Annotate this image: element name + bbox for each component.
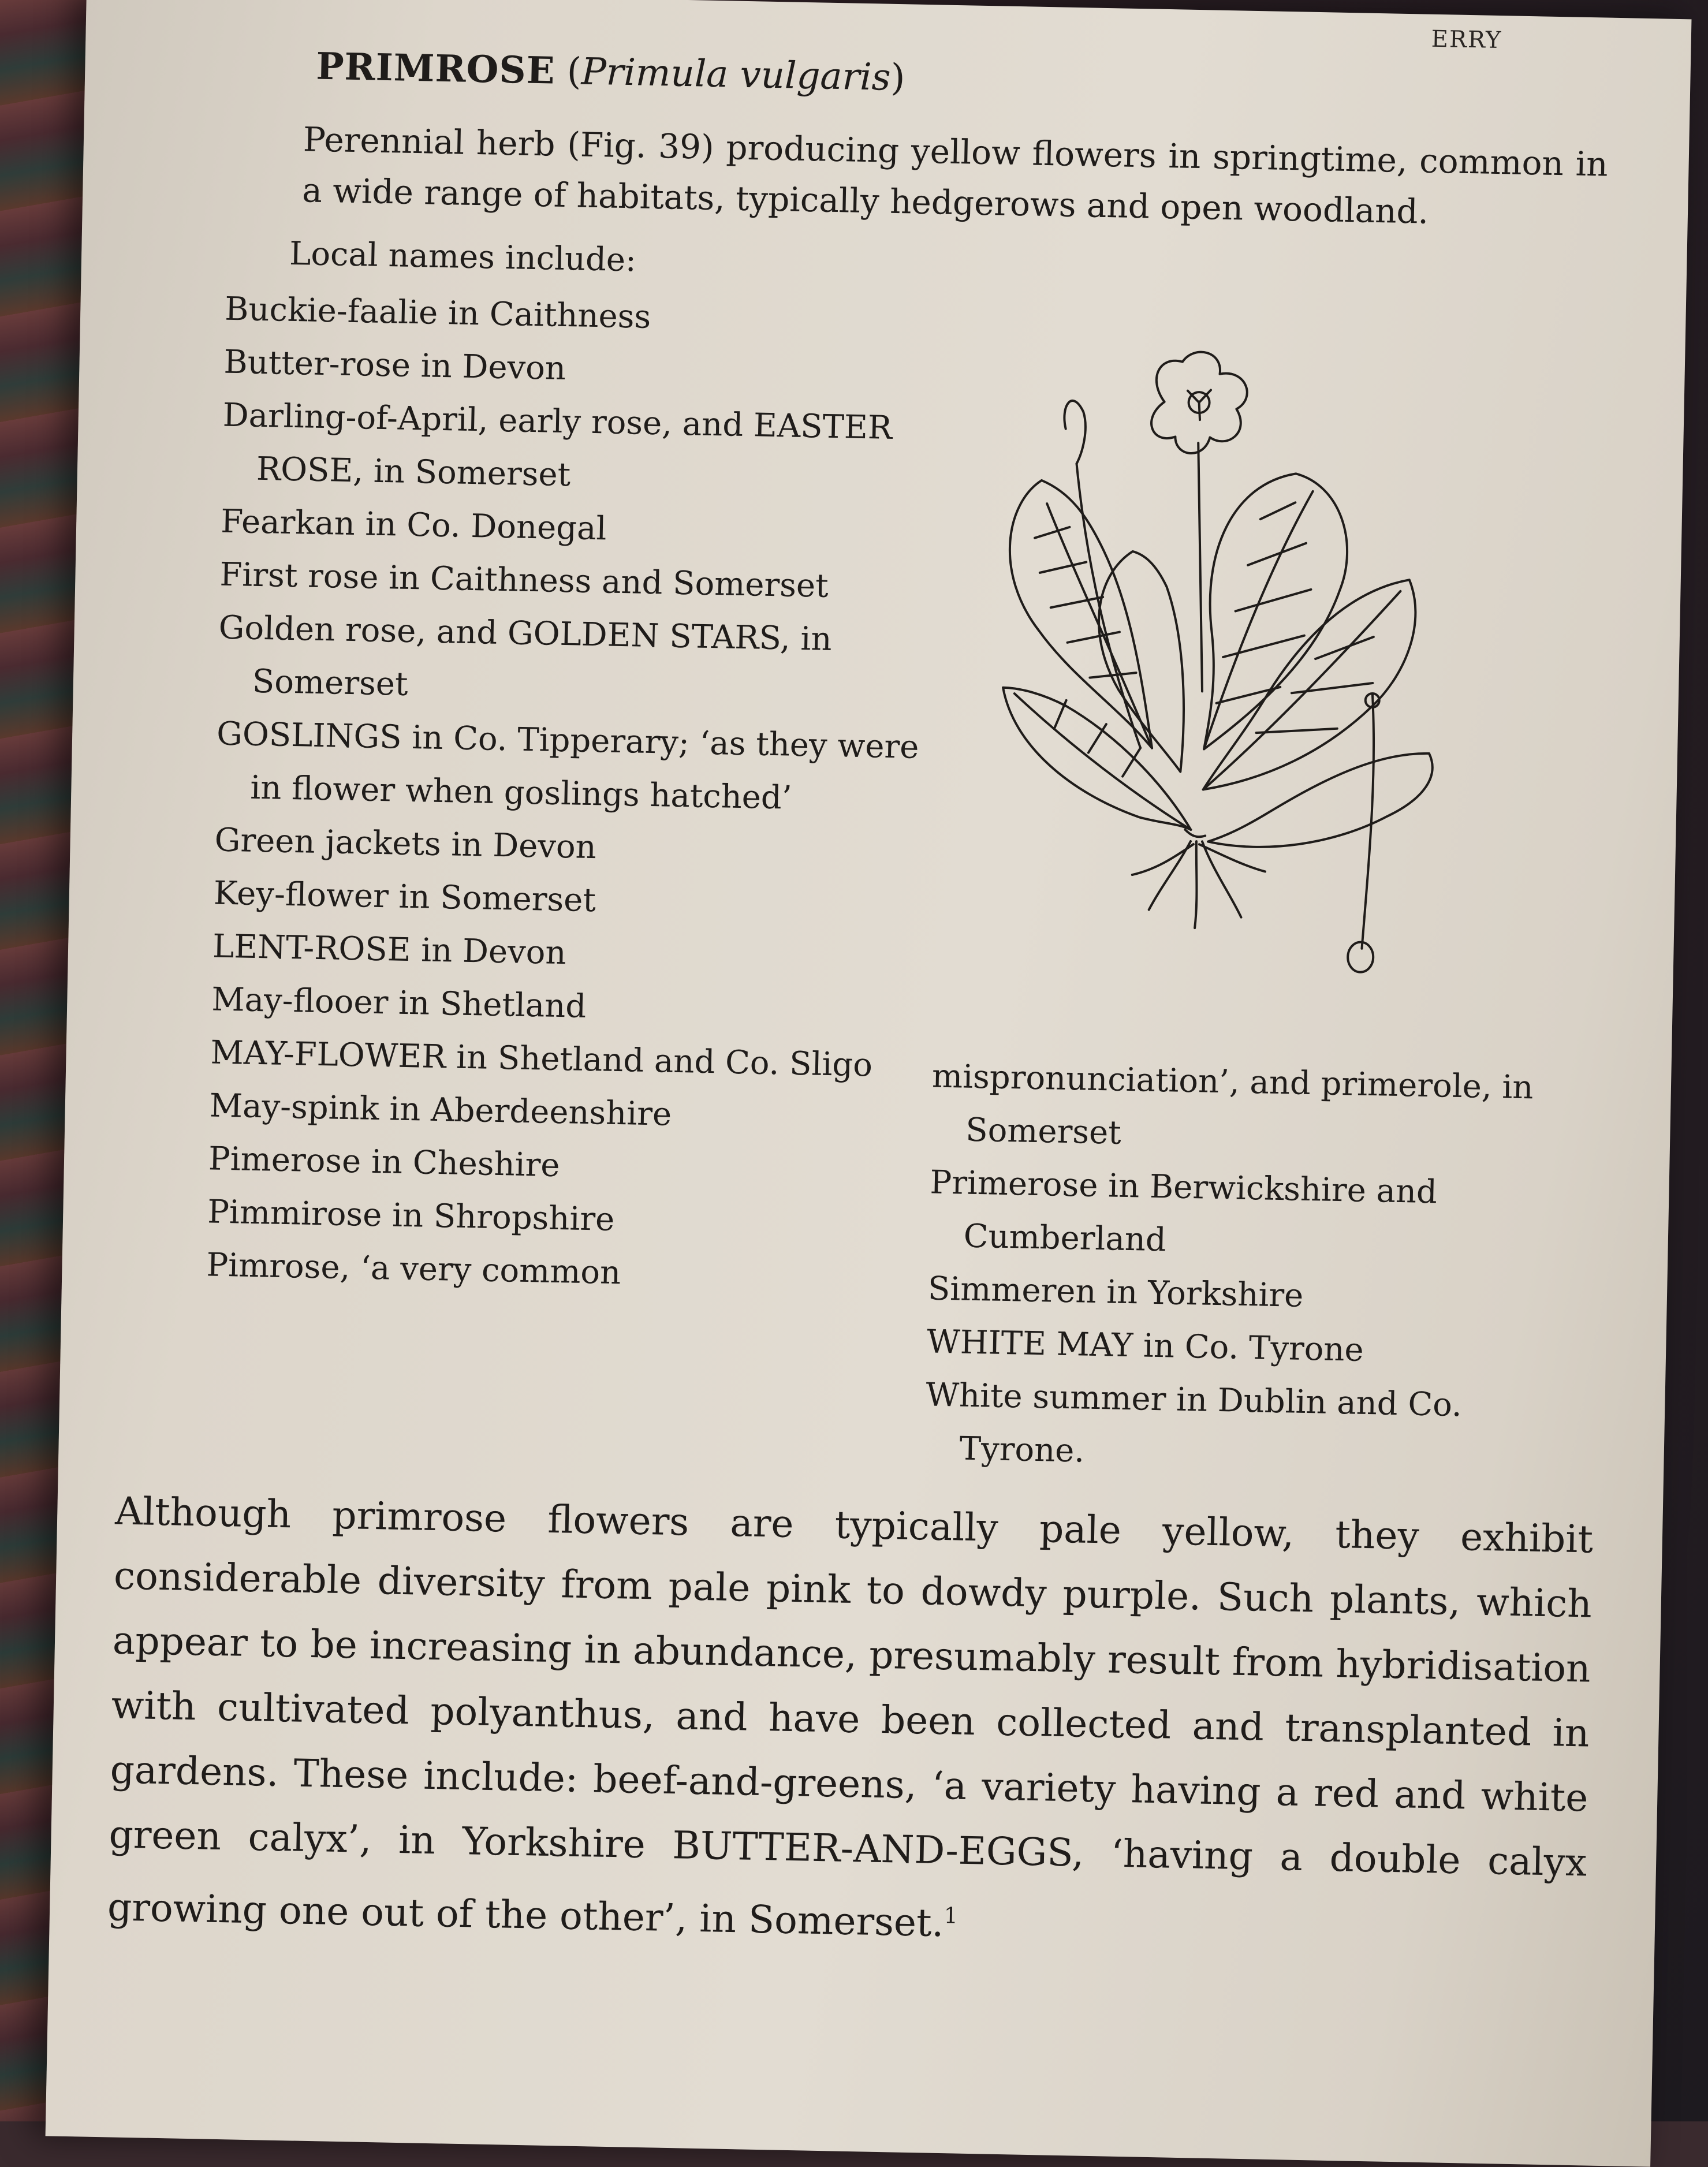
local-name-item: Simmeren in Yorkshire — [927, 1270, 1304, 1315]
local-name-item: May-spink in Aberdeenshire — [209, 1087, 672, 1133]
entry-latin-name: Primula vulgaris — [581, 50, 892, 99]
book-page — [46, 0, 1692, 2167]
entry-title — [316, 45, 905, 100]
local-name-item: First rose in Caithness and Somerset — [219, 555, 829, 605]
local-name-item: Butter-rose in Devon — [223, 343, 566, 388]
local-names-label: Local names include: — [289, 234, 637, 279]
local-name-item: Green jackets in Devon — [214, 821, 597, 867]
local-name-item: mispronunciation’, and primerole, in Somerset — [931, 1057, 1534, 1152]
title-open-paren: ( — [566, 50, 582, 94]
footnote-marker: 1 — [943, 1903, 959, 1929]
local-name-item: GOSLINGS in Co. Tipperary; ‘as they were in flower when goslings hatched’ — [216, 715, 920, 817]
title-close-paren: ) — [890, 56, 906, 100]
local-name-item: May-flooer in Shetland — [211, 980, 587, 1025]
local-name-item: LENT-ROSE in Devon — [212, 927, 567, 972]
local-name-item: White summer in Dublin and Co. Tyrone. — [925, 1376, 1463, 1470]
closing-paragraph — [107, 1479, 1594, 1968]
flower-head — [1151, 351, 1248, 454]
local-name-item: WHITE MAY in Co. Tyrone — [926, 1323, 1364, 1369]
local-names-right-column — [924, 1050, 1568, 1487]
local-name-item: Golden rose, and GOLDEN STARS, in Somerset — [218, 609, 833, 703]
closing-text: Although primrose flowers are typically pale yellow, they exhibit considerable diversity from pale pink to dowdy purple. Such plants, which appear to be increasing in abundance, presumably result from hybridisation with cultivated polyanthus, and have been collected and transplanted in gardens. These include: beef-and-greens, ‘a variety having a red and white green calyx’, in Yorkshire BUTTER-AND-EGGS, ‘having a double calyx growing one out of the other’, in Somerset. — [107, 1489, 1594, 1946]
running-head: ERRY — [1431, 25, 1502, 54]
local-name-item: Fearkan in Co. Donegal — [220, 502, 607, 548]
local-name-item: Pimmirose in Shropshire — [207, 1193, 615, 1239]
page-text — [46, 0, 1692, 2167]
primrose-plant-icon — [962, 329, 1495, 1032]
local-name-item: MAY-FLOWER in Shetland and Co. Sligo — [210, 1034, 873, 1084]
local-name-item: Pimerose in Cheshire — [208, 1140, 561, 1185]
local-name-item: Key-flower in Somerset — [213, 874, 596, 920]
local-name-item: Pimrose, ‘a very common — [206, 1246, 621, 1292]
local-name-item: Primerose in Berwickshire and Cumberland — [929, 1163, 1438, 1259]
entry-intro: Perennial herb (Fig. 39) producing yellow flowers in springtime, common in a wide range of habitats, typically hedgerows and open woodland. — [301, 120, 1609, 232]
local-name-item: Buckie-faalie in Caithness — [224, 290, 651, 336]
entry-headword: PRIMROSE — [315, 44, 556, 93]
local-names-left-column — [206, 283, 947, 1306]
local-name-item: Darling-of-April, early rose, and EASTER ROSE, in Somerset — [222, 396, 893, 494]
